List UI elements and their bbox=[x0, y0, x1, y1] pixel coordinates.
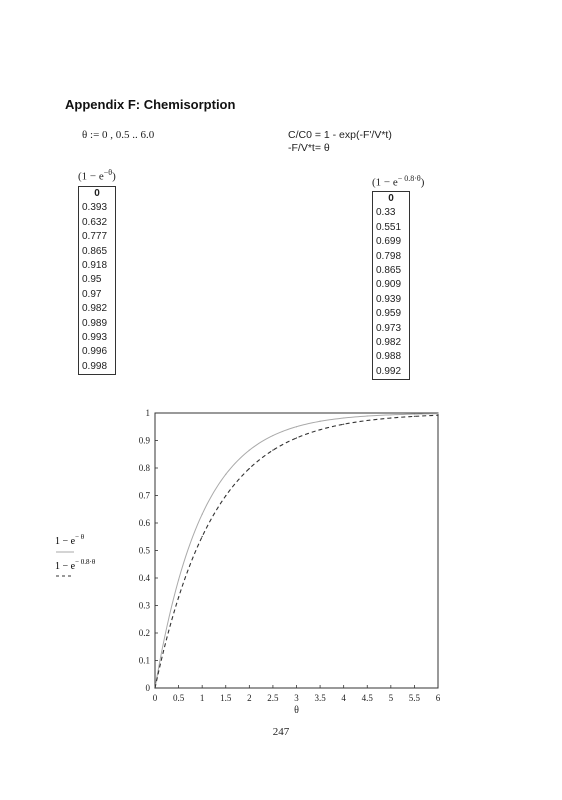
equation-1: C/C0 = 1 - exp(-F'/V*t) bbox=[288, 129, 392, 141]
series-2-point bbox=[367, 420, 368, 421]
right-vector-cell: 0.865 bbox=[376, 264, 402, 276]
right-vector-cell: 0.33 bbox=[376, 207, 396, 219]
series-1-point bbox=[225, 474, 226, 475]
y-tick-label: 0.5 bbox=[138, 545, 150, 556]
equation-2: -F/V*t= θ bbox=[288, 142, 330, 154]
right-vector-cell: 0 bbox=[388, 193, 394, 204]
plot-frame bbox=[155, 413, 438, 688]
series-1-point bbox=[202, 514, 203, 515]
series-2-point bbox=[178, 597, 179, 598]
left-vector-cell: 0.998 bbox=[82, 360, 108, 372]
x-tick-label: 5 bbox=[388, 693, 394, 703]
x-tick-label: 0 bbox=[152, 693, 158, 703]
section-heading: Appendix F: Chemisorption bbox=[65, 97, 236, 112]
equation-block bbox=[288, 129, 392, 155]
x-tick-label: 4 bbox=[341, 693, 346, 703]
x-tick-label: 4.5 bbox=[361, 693, 373, 703]
left-vector-cell: 0.97 bbox=[82, 288, 102, 300]
x-tick-label: 5.5 bbox=[408, 693, 421, 703]
y-tick-label: 0.1 bbox=[138, 655, 150, 666]
left-vector-cell: 0.632 bbox=[82, 216, 108, 228]
series-1-point bbox=[272, 435, 273, 436]
line-chart bbox=[0, 395, 562, 720]
series-2-point bbox=[225, 495, 226, 496]
x-tick-label: 2.5 bbox=[267, 693, 279, 703]
right-vector-cell: 0.939 bbox=[376, 293, 402, 305]
series-1-point bbox=[178, 579, 179, 580]
y-tick-label: 0.3 bbox=[138, 600, 150, 611]
y-tick-label: 0.8 bbox=[138, 463, 150, 473]
x-tick-label: 2 bbox=[247, 693, 252, 703]
x-tick-label: 1.5 bbox=[220, 693, 232, 703]
x-tick-label: 0.5 bbox=[172, 693, 185, 703]
series-1-point bbox=[437, 413, 438, 414]
series-1-point bbox=[414, 414, 415, 415]
series-2-point bbox=[437, 415, 438, 416]
right-vector-cell: 0.992 bbox=[376, 365, 402, 377]
series-1-point bbox=[343, 417, 344, 418]
series-1-line bbox=[155, 414, 438, 688]
x-axis-label: θ bbox=[294, 705, 299, 716]
left-vector-cell: 0.996 bbox=[82, 346, 108, 358]
left-vector-cell: 0.777 bbox=[82, 231, 108, 243]
left-vector-cell: 0.918 bbox=[82, 259, 108, 271]
series-2-point bbox=[154, 687, 155, 688]
right-vector-expression: $(1 - e^{- 0.8\cdot\theta})$ bbox=[372, 174, 425, 189]
right-vector-cell: 0.909 bbox=[376, 279, 402, 291]
x-tick-label: 1 bbox=[199, 693, 205, 703]
left-result-vector bbox=[78, 186, 116, 375]
series-1-point bbox=[319, 421, 320, 422]
series-2-point bbox=[272, 450, 273, 451]
y-tick-label: 0 bbox=[145, 683, 150, 693]
y-tick-label: 0.9 bbox=[138, 435, 150, 446]
right-vector-cell: 0.982 bbox=[376, 336, 402, 348]
series-2-line bbox=[155, 415, 438, 688]
y-tick-label: 0.2 bbox=[138, 628, 150, 638]
range-definition: θ := 0 , 0.5 .. 6.0 bbox=[82, 129, 155, 141]
x-tick-label: 3.5 bbox=[314, 693, 326, 703]
legend bbox=[55, 533, 96, 576]
legend-series1-label: $1 - e^{- \theta}$ bbox=[55, 533, 85, 547]
x-tick-label: 6 bbox=[435, 693, 441, 703]
series-2-point bbox=[202, 536, 203, 537]
series-1-point bbox=[390, 414, 391, 415]
y-tick-label: 1 bbox=[145, 408, 150, 418]
series-2-point bbox=[390, 417, 391, 418]
left-vector-cell: 0 bbox=[94, 188, 100, 199]
left-vector-cell: 0.865 bbox=[82, 245, 108, 257]
series-1-point bbox=[296, 426, 297, 427]
x-tick-label: 3 bbox=[294, 693, 299, 703]
right-vector-cell: 0.798 bbox=[376, 250, 402, 262]
left-vector-cell: 0.95 bbox=[82, 274, 102, 286]
right-vector-cell: 0.551 bbox=[376, 221, 402, 233]
series-2-point bbox=[343, 424, 344, 425]
series-1-point bbox=[249, 450, 250, 451]
legend-series2-label: $1 - e^{- 0.8\cdot\theta}$ bbox=[55, 558, 96, 572]
right-vector-cell: 0.988 bbox=[376, 351, 402, 363]
series-2-point bbox=[249, 468, 250, 469]
y-tick-label: 0.4 bbox=[138, 573, 150, 583]
left-vector-cell: 0.982 bbox=[82, 303, 108, 315]
y-tick-label: 0.6 bbox=[138, 518, 150, 528]
left-vector-cell: 0.393 bbox=[82, 202, 108, 214]
series-1-point bbox=[367, 415, 368, 416]
right-vector-cell: 0.973 bbox=[376, 322, 402, 334]
y-tick-label: 0.7 bbox=[138, 490, 150, 501]
page-number: 247 bbox=[272, 726, 290, 738]
series-2-point bbox=[319, 429, 320, 430]
right-result-vector bbox=[372, 191, 410, 380]
right-vector-cell: 0.959 bbox=[376, 308, 402, 320]
left-vector-expression: $(1 - e^{-\theta})$ bbox=[78, 168, 116, 183]
left-vector-cell: 0.993 bbox=[82, 331, 108, 343]
left-vector-cell: 0.989 bbox=[82, 317, 108, 329]
right-vector-cell: 0.699 bbox=[376, 236, 402, 248]
series-2-point bbox=[414, 416, 415, 417]
series-2-point bbox=[296, 437, 297, 438]
